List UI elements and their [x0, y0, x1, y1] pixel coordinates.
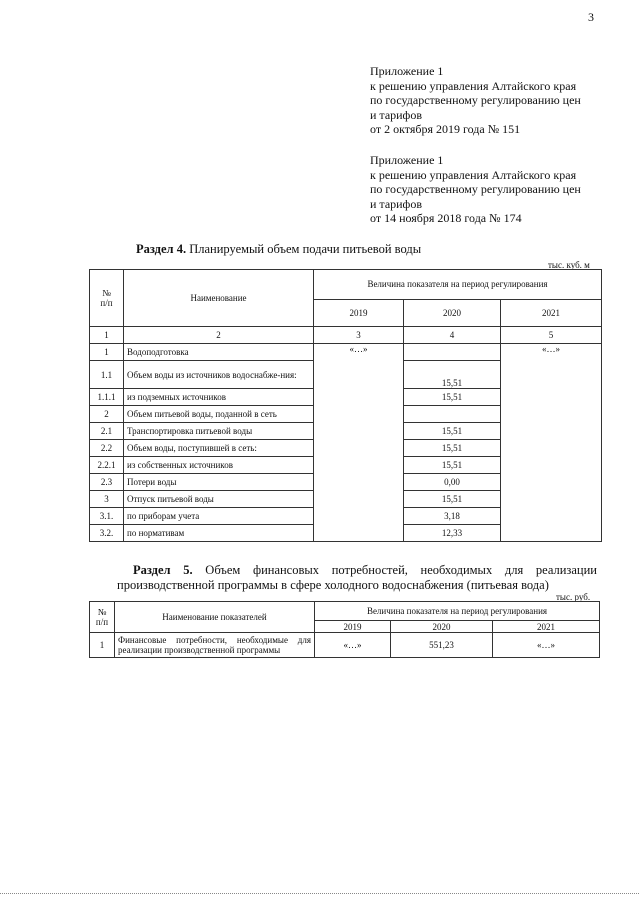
- value-2019: [314, 508, 404, 525]
- index-cell: 5: [501, 327, 602, 344]
- table-row: [90, 406, 602, 423]
- appendix-line: по государственному регулированию цен: [370, 182, 581, 196]
- value-2020: 12,33: [404, 525, 501, 542]
- row-name: из собственных источников: [124, 457, 314, 474]
- row-name: Объем воды, поступившей в сеть:: [124, 440, 314, 457]
- row-num: 1: [90, 633, 115, 658]
- col-name-header: Наименование: [124, 270, 314, 327]
- row-num: 2.2.1: [90, 457, 124, 474]
- value-2019: «…»: [315, 633, 391, 658]
- value-2020: 551,23: [391, 633, 493, 658]
- section5-title-rest: Объем финансовых потребностей, необходимых для реализации производственной программы в сфере холодного водоснабжения (питьевая вода): [117, 563, 597, 592]
- value-2020: 15,51: [404, 361, 501, 389]
- value-2020: 15,51: [404, 423, 501, 440]
- appendix-line: к решению управления Алтайского края: [370, 78, 577, 93]
- value-2021: [501, 440, 602, 457]
- value-2020: 3,18: [404, 508, 501, 525]
- value-2019: «…»: [314, 344, 404, 361]
- appendix-line: к решению управления Алтайского края: [370, 167, 577, 182]
- row-num: 2.2: [90, 440, 124, 457]
- value-2019: [314, 525, 404, 542]
- page-bottom-divider: [0, 893, 639, 894]
- row-num: 1.1: [90, 361, 124, 389]
- row-name: из подземных источников: [124, 389, 314, 406]
- value-2019: [314, 406, 404, 423]
- col-num-header: № п/п: [90, 602, 115, 633]
- page-number: 3: [588, 10, 594, 24]
- value-2021: [501, 525, 602, 542]
- row-num: 2.3: [90, 474, 124, 491]
- row-num: 2.1: [90, 423, 124, 440]
- section4-title-rest: Планируемый объем подачи питьевой воды: [186, 242, 422, 256]
- index-cell: 3: [314, 327, 404, 344]
- section5-title-bold: Раздел 5.: [133, 563, 193, 577]
- appendix-line: Приложение 1: [370, 64, 444, 78]
- appendix-line: по государственному регулированию цен: [370, 93, 581, 107]
- index-cell: 4: [404, 327, 501, 344]
- index-cell: 1: [90, 327, 124, 344]
- row-name: Объем питьевой воды, поданной в сеть: [124, 406, 314, 423]
- table-row: [90, 525, 602, 542]
- appendix-current: [370, 64, 581, 137]
- appendix-line: и тарифов: [370, 107, 423, 122]
- appendix-line: от 2 октября 2019 года № 151: [370, 122, 521, 136]
- appendix-line: и тарифов: [370, 196, 423, 211]
- row-name: Объем воды из источников водоснабже-ния:: [124, 361, 314, 389]
- value-2019: [314, 491, 404, 508]
- appendix-previous: [370, 153, 581, 226]
- year-header: 2019: [314, 299, 404, 326]
- value-2020: [404, 406, 501, 423]
- section4-unit: тыс. куб. м: [548, 260, 590, 270]
- row-name: по нормативам: [124, 525, 314, 542]
- year-header: 2020: [404, 299, 501, 326]
- section5-title: [117, 563, 597, 593]
- value-2020: 15,51: [404, 440, 501, 457]
- col-group-header: Величина показателя на период регулирования: [315, 602, 600, 621]
- row-num: 1: [90, 344, 124, 361]
- row-num: 3.1.: [90, 508, 124, 525]
- value-2019: [314, 423, 404, 440]
- value-2021: [501, 406, 602, 423]
- row-num: 3.2.: [90, 525, 124, 542]
- section5-table: [89, 601, 600, 658]
- value-2020: 0,00: [404, 474, 501, 491]
- value-2021: [501, 508, 602, 525]
- value-2019: [314, 474, 404, 491]
- row-name: Транспортировка питьевой воды: [124, 423, 314, 440]
- table-row: [90, 508, 602, 525]
- row-name: Отпуск питьевой воды: [124, 491, 314, 508]
- row-num: 2: [90, 406, 124, 423]
- value-2021: [501, 361, 602, 389]
- year-header: 2020: [391, 621, 493, 633]
- value-2021: «…»: [501, 344, 602, 361]
- section4-title-bold: Раздел 4.: [136, 242, 187, 256]
- row-name: Водоподготовка: [124, 344, 314, 361]
- value-2021: [501, 474, 602, 491]
- table-row: [90, 633, 600, 658]
- value-2021: [501, 491, 602, 508]
- value-2020: [404, 344, 501, 361]
- value-2019: [314, 457, 404, 474]
- table-row: [90, 491, 602, 508]
- appendix-line: Приложение 1: [370, 153, 444, 167]
- value-2021: [501, 389, 602, 406]
- table-row: [90, 440, 602, 457]
- section4-table: [89, 269, 602, 542]
- table-row: [90, 423, 602, 440]
- table-row: [90, 457, 602, 474]
- col-num-header: № п/п: [90, 270, 124, 327]
- row-num: 3: [90, 491, 124, 508]
- value-2021: [501, 423, 602, 440]
- appendix-line: от 14 ноября 2018 года № 174: [370, 211, 522, 225]
- col-name-header: Наименование показателей: [115, 602, 315, 633]
- value-2019: [314, 389, 404, 406]
- value-2019: [314, 440, 404, 457]
- index-cell: 2: [124, 327, 314, 344]
- section4-title: [136, 242, 421, 257]
- value-2020: 15,51: [404, 457, 501, 474]
- value-2020: 15,51: [404, 491, 501, 508]
- section5-unit: тыс. руб.: [556, 592, 591, 602]
- table-row: [90, 361, 602, 389]
- value-2021: [501, 457, 602, 474]
- value-2020: 15,51: [404, 389, 501, 406]
- year-header: 2019: [315, 621, 391, 633]
- col-group-header: Величина показателя на период регулирования: [314, 270, 602, 300]
- table-row: [90, 474, 602, 491]
- year-header: 2021: [501, 299, 602, 326]
- row-name: по приборам учета: [124, 508, 314, 525]
- value-2021: «…»: [493, 633, 600, 658]
- row-name: Потери воды: [124, 474, 314, 491]
- table-row: [90, 344, 602, 361]
- value-2019: [314, 361, 404, 389]
- row-num: 1.1.1: [90, 389, 124, 406]
- row-name: Финансовые потребности, необходимые для реализации производственной программы: [115, 633, 315, 658]
- year-header: 2021: [493, 621, 600, 633]
- table-row: [90, 389, 602, 406]
